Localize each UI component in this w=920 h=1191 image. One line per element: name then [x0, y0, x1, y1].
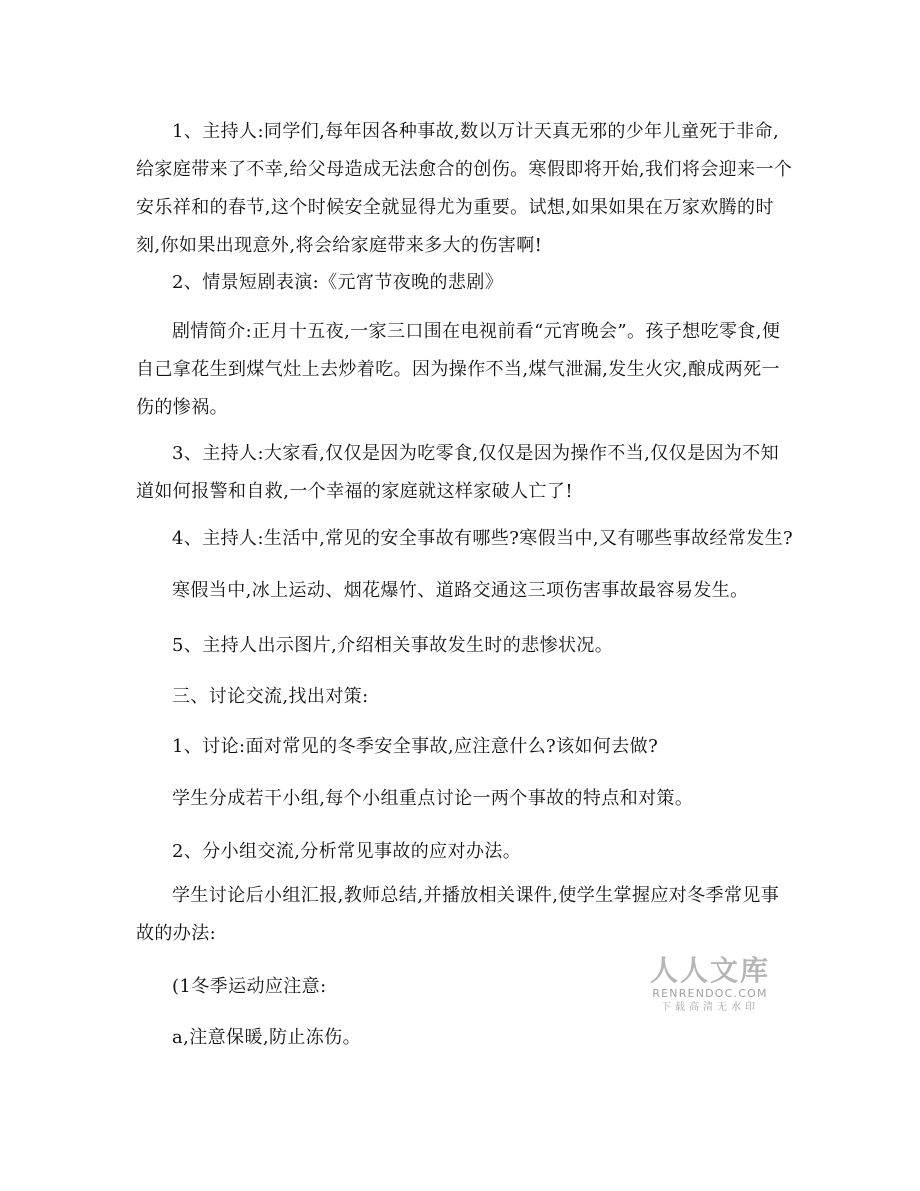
list-item-keep-warm: a,注意保暖,防止冻伤。 — [172, 1027, 361, 1048]
paragraph-host-question: 4、主持人:生活中,常见的安全事故有哪些?寒假当中,又有哪些事故经常发生? — [172, 528, 794, 549]
paragraph-discussion-question: 1、讨论:面对常见的冬季安全事故,应注意什么?该如何去做? — [172, 736, 659, 757]
paragraph-winter-accidents: 寒假当中,冰上运动、烟花爆竹、道路交通这三项伤害事故最容易发生。 — [172, 580, 749, 601]
paragraph-plot-summary: 剧情简介:正月十五夜,一家三口围在电视前看“元宵晚会”。孩子想吃零食,便自己拿花生到煤气灶上去炒着吃。因为操作不当,煤气泄漏,发生火灾,酿成两死一伤的惨祸。 — [136, 321, 781, 418]
paragraph-teacher-summary: 学生讨论后小组汇报,教师总结,并播放相关课件,使学生掌握应对冬季常见事故的办法: — [136, 885, 780, 944]
watermark-logo — [642, 955, 778, 1015]
paragraph-host-intro: 1、主持人:同学们,每年因各种事故,数以万计天真无邪的少年儿童死于非命,给家庭带来了不幸,给父母造成无法愈合的创伤。寒假即将开始,我们将会迎来一个安乐祥和的春节,这个时候安全就显得尤为重要。试想,如果如果在万家欢腾的时刻,你如果出现意外,将会给家庭带来多大的伤害啊! — [136, 121, 793, 256]
paragraph-skit-title: 2、情景短剧表演:《元宵节夜晚的悲剧》 — [172, 272, 504, 293]
paragraph-group-split: 学生分成若干小组,每个小组重点讨论一两个事故的特点和对策。 — [172, 788, 694, 809]
watermark-title: 人人文库 — [649, 954, 770, 987]
watermark-note: 下载高清无水印 — [661, 1002, 759, 1013]
paragraph-show-pictures: 5、主持人出示图片,介绍相关事故发生时的悲惨状况。 — [172, 635, 614, 656]
watermark-site: RENRENDOC.COM — [652, 987, 768, 1000]
list-heading-winter-sports: (1冬季运动应注意: — [172, 976, 327, 997]
section-heading-discussion: 三、讨论交流,找出对策: — [172, 686, 369, 707]
paragraph-host-reflection: 3、主持人:大家看,仅仅是因为吃零食,仅仅是因为操作不当,仅仅是因为不知道如何报警和自救,一个幸福的家庭就这样家破人亡了! — [136, 443, 780, 502]
paragraph-group-exchange: 2、分小组交流,分析常见事故的应对办法。 — [172, 841, 522, 862]
